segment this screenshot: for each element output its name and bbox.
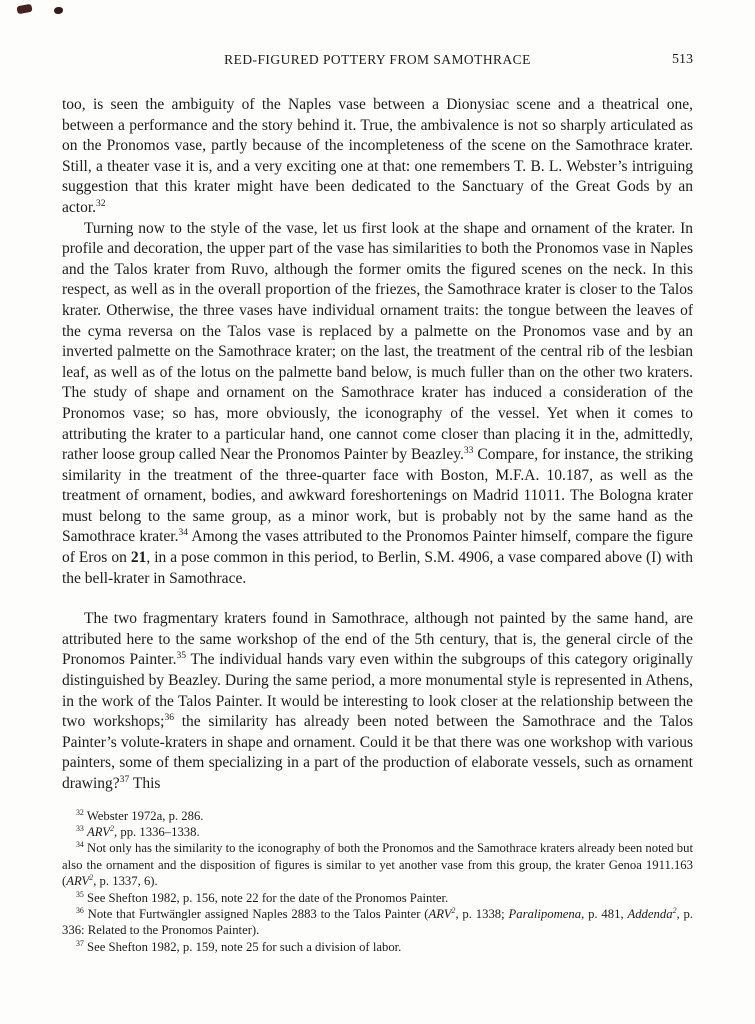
page-number: 513 (672, 52, 693, 67)
page-header (62, 52, 693, 68)
paragraph (62, 219, 693, 590)
footnote-ref: 33 (463, 444, 474, 456)
text-segment: See Shefton 1982, p. 159, note 25 for such a division of labor. (83, 939, 402, 954)
footnote (62, 890, 693, 906)
text-segment: , in a pose common in this period, to Berlin, S.M. 4906, a vase compared above (I) with the bell-krater in Samothrace. (62, 549, 693, 587)
text-segment: The two fragmentary kraters found in Samothrace, although not painted by the same hand, are attributed here to the same workshop of the end of the 5th century, that is, the general circle of the Pronomos Painter. (62, 610, 693, 669)
footnote-ref: 36 (164, 712, 175, 724)
footnote (62, 939, 693, 955)
text-segment: , p. 1337, 6). (93, 874, 158, 889)
footnote (62, 824, 693, 840)
footnote-marker: 33 (76, 823, 84, 833)
text-segment: Not only has the similarity to the iconography of both the Pronomos and the Samothrace kraters already been noted but also the ornament and the disposition of figures is similar to yet another vase from this group, the krater Genoa 1911.163 ( (62, 841, 693, 889)
text-segment: too, is seen the ambiguity of the Naples vase between a Dionysiac scene and a theatrical one, between a performance and the story behind it. True, the ambivalence is not so sharply articulated as on the Pronomos vase, partly because of the incompleteness of the scene on the Samothrace krater. Still, a theater vase it is, and a very exciting one at that: one remembers T. B. L. Webster’s intriguing suggestion that this krater might have been dedicated to the Sanctuary of the Great Gods by an actor. (62, 96, 693, 216)
footnote (62, 808, 693, 824)
footnotes (62, 808, 693, 956)
footnote-ref: 35 (176, 650, 187, 662)
footnote-marker: 2 (110, 823, 114, 833)
footnote-marker: 2 (451, 905, 456, 915)
paragraph (62, 609, 693, 794)
footnote-ref: 32 (96, 197, 106, 209)
text-segment: Note that Furtwängler assigned Naples 2883 to the Talos Painter ( (83, 907, 429, 922)
footnote-ref: 34 (178, 527, 189, 539)
footnote-ref: 37 (119, 773, 130, 785)
text-segment: Paralipomena (508, 907, 582, 922)
footnote-marker: 32 (76, 807, 84, 817)
footnote (62, 840, 693, 889)
body-text (62, 95, 693, 795)
text-segment: the similarity has already been noted between the Samothrace and the Talos Painter’s volute-kraters in shape and ornament. Could it be that there was one workshop with various painters, some of them specializing in a part of the production of elaborate vessels, such as ornament drawing? (62, 713, 693, 792)
running-title: RED-FIGURED POTTERY FROM SAMOTHRACE (224, 52, 531, 67)
text-segment: ARV (428, 907, 452, 922)
text-segment: 21 (130, 549, 147, 567)
text-segment: , p. 336: Related to the Pronomos Painter). (62, 907, 694, 938)
text-segment: The individual hands vary even within the subgroups of this category originally distinguished by Beazley. During the same period, a more monumental style is represented in Athens, in the work of the Talos Painter. It would be interesting to look closer at the relationship between the two workshops; (62, 651, 693, 731)
text-segment: , p. 1338; (455, 907, 509, 922)
scan-speck (54, 7, 63, 14)
scan-speck (16, 4, 32, 14)
text-segment: Addenda (627, 907, 673, 922)
text-segment: ARV (87, 825, 111, 839)
text-segment: See Shefton 1982, p. 156, note 22 for the date of the Pronomos Painter. (83, 890, 449, 905)
footnote (62, 906, 693, 939)
footnote-marker: 36 (76, 905, 84, 915)
text-segment: Among the vases attributed to the Pronomos Painter himself, compare the figure of Eros on (62, 528, 693, 567)
text-segment: Compare, for instance, the striking similarity in the treatment of the three-quarter face with Boston, M.F.A. 10.187, as well as the treatment of ornament, bodies, and awkward foreshortenings on Madrid 11011. The Bologna krater must belong to the same group, as a minor work, but is probably not by the same hand as the Samothrace krater. (62, 446, 693, 546)
text-segment: Turning now to the style of the vase, let us first look at the shape and ornament of the krater. In profile and decoration, the upper part of the vase has similarities to both the Pronomos vase in Naples and the Talos krater from Ruvo, although the former omits the figured scenes on the neck. In this respect, as well as in the overall proportion of the friezes, the Samothrace krater is closer to the Talos krater. Otherwise, the three vases have individual ornament traits: the tongue between the leaves of the cyma reversa on the Talos vase is replaced by a palmette on the Pronomos vase and by an inverted palmette on the Samothrace krater; on the last, the treatment of the central rib of the lesbian leaf, as well as of the lotus on the palmette band below, is much fuller than on the other two kraters. The study of shape and ornament on the Samothrace krater has induced a consideration of the Pronomos vase; so has, more obviously, the iconography of the vessel. Yet when it comes to attributing the krater to a particular hand, one cannot come closer than placing it in the, admittedly, rather loose group called Near the Pronomos Painter by Beazley. (62, 219, 693, 464)
footnote-marker: 2 (89, 872, 94, 882)
footnote-marker: 34 (76, 840, 84, 850)
paragraph (62, 95, 693, 219)
text-segment: , p. 481, (581, 907, 628, 922)
footnote-marker: 37 (76, 938, 84, 948)
text-segment: Webster 1972a, p. 286. (83, 808, 204, 823)
text-segment: ARV (66, 874, 90, 889)
text-segment: This (129, 775, 161, 792)
text-segment: , pp. 1336–1338. (114, 825, 200, 839)
footnote-marker: 2 (672, 905, 677, 915)
footnote-marker: 35 (76, 889, 84, 899)
